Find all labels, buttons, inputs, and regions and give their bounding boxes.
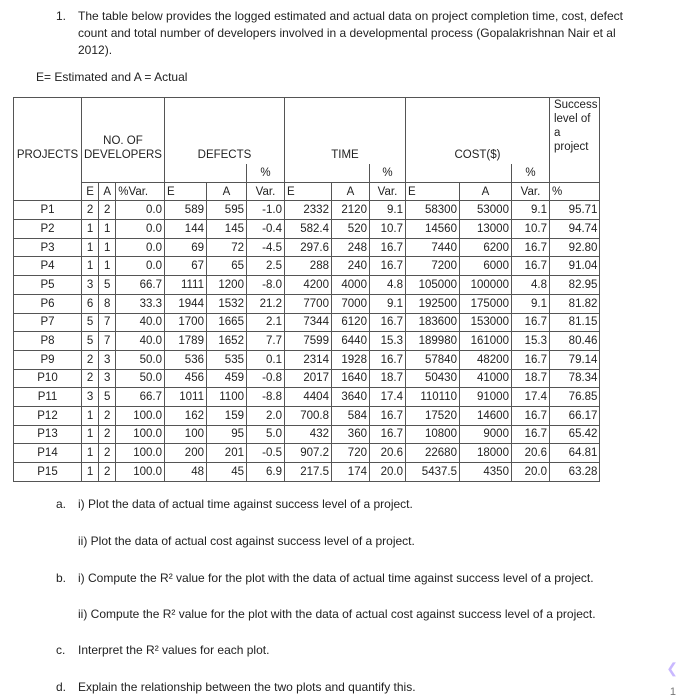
project-id-cell: P11 [14, 388, 82, 407]
table-cell: 22680 [405, 444, 459, 463]
table-cell: 18.7 [511, 369, 549, 388]
table-cell: 1700 [164, 313, 206, 332]
table-cell: 3 [99, 350, 116, 369]
question-line: 2012). [78, 43, 113, 57]
table-cell: 18000 [459, 444, 511, 463]
question-part-mark: c. [56, 643, 66, 657]
table-cell: 1944 [164, 294, 206, 313]
table-cell: 2 [82, 201, 99, 220]
table-cell: 432 [284, 425, 331, 444]
table-cell: 7000 [331, 294, 369, 313]
table-cell: 1789 [164, 332, 206, 351]
table-cell: 536 [164, 350, 206, 369]
table-cell: 20.0 [369, 463, 405, 482]
table-cell: 4350 [459, 463, 511, 482]
table-cell: 16.7 [369, 406, 405, 425]
table-cell: 20.6 [369, 444, 405, 463]
table-cell: 9.1 [511, 294, 549, 313]
table-cell: 40.0 [116, 332, 165, 351]
table-cell: 4.8 [369, 276, 405, 295]
table-cell: 217.5 [284, 463, 331, 482]
table-cell: -0.4 [246, 220, 284, 239]
table-cell: 41000 [459, 369, 511, 388]
table-cell: 33.3 [116, 294, 165, 313]
table-cell: 6.9 [246, 463, 284, 482]
table-cell: 175000 [459, 294, 511, 313]
table-cell: 79.14 [549, 350, 599, 369]
table-cell: 100.0 [116, 463, 165, 482]
table-cell: 192500 [405, 294, 459, 313]
question-number: 1. [56, 9, 67, 23]
table-cell: 16.7 [369, 350, 405, 369]
table-cell: 720 [331, 444, 369, 463]
table-cell: 50430 [405, 369, 459, 388]
table-cell: 50.0 [116, 369, 165, 388]
table-row [14, 294, 600, 313]
table-cell: 297.6 [284, 238, 331, 257]
table-cell: 1532 [206, 294, 246, 313]
table-cell: 5 [82, 313, 99, 332]
header-developers: NO. OF DEVELOPERS [82, 98, 165, 165]
table-cell: 6200 [459, 238, 511, 257]
table-cell: 2.0 [246, 406, 284, 425]
table-cell: 18.7 [369, 369, 405, 388]
table-cell: 360 [331, 425, 369, 444]
table-cell: 40.0 [116, 313, 165, 332]
table-cell: 16.7 [511, 257, 549, 276]
table-cell: 3 [99, 369, 116, 388]
table-cell: -8.8 [246, 388, 284, 407]
table-cell: 53000 [459, 201, 511, 220]
table-cell: 0.0 [116, 220, 165, 239]
table-cell: 4404 [284, 388, 331, 407]
table-cell: 584 [331, 406, 369, 425]
table-cell: 66.17 [549, 406, 599, 425]
question-line: count and total number of developers involved in a developmental process (Gopalakrishnan Nair et al [78, 26, 616, 40]
table-cell: 100.0 [116, 425, 165, 444]
table-cell: 2 [82, 369, 99, 388]
table-cell: 1 [99, 257, 116, 276]
table-row [14, 257, 600, 276]
table-cell: 1100 [206, 388, 246, 407]
table-cell: 6440 [331, 332, 369, 351]
table-header-row [14, 98, 600, 165]
project-id-cell: P10 [14, 369, 82, 388]
project-id-cell: P7 [14, 313, 82, 332]
header-time: TIME [284, 98, 405, 165]
table-cell: 21.2 [246, 294, 284, 313]
table-cell: 2 [99, 201, 116, 220]
table-cell: 58300 [405, 201, 459, 220]
table-cell: 100.0 [116, 444, 165, 463]
page-number: 1 [669, 686, 676, 698]
table-cell: 7 [99, 332, 116, 351]
table-cell: 4200 [284, 276, 331, 295]
project-id-cell: P3 [14, 238, 82, 257]
table-row [14, 388, 600, 407]
project-id-cell: P13 [14, 425, 82, 444]
table-cell: 1 [82, 257, 99, 276]
table-cell: 81.82 [549, 294, 599, 313]
table-cell: 907.2 [284, 444, 331, 463]
header-defects: DEFECTS [164, 98, 284, 165]
project-id-cell: P1 [14, 201, 82, 220]
table-cell: 2 [82, 350, 99, 369]
question-part-text: ii) Compute the R² value for the plot with the data of actual cost against success level of a project. [78, 607, 596, 621]
table-cell: 7440 [405, 238, 459, 257]
table-cell: 50.0 [116, 350, 165, 369]
table-cell: 7 [99, 313, 116, 332]
table-cell: 5.0 [246, 425, 284, 444]
table-cell: 145 [206, 220, 246, 239]
table-row [14, 425, 600, 444]
table-cell: 1652 [206, 332, 246, 351]
table-cell: 16.7 [511, 313, 549, 332]
project-id-cell: P6 [14, 294, 82, 313]
table-cell: 94.74 [549, 220, 599, 239]
table-cell: 10.7 [511, 220, 549, 239]
table-cell: 6000 [459, 257, 511, 276]
table-cell: 456 [164, 369, 206, 388]
table-cell: 3 [82, 276, 99, 295]
table-cell: 100 [164, 425, 206, 444]
table-cell: 20.0 [511, 463, 549, 482]
table-cell: 589 [164, 201, 206, 220]
project-id-cell: P5 [14, 276, 82, 295]
table-cell: 45 [206, 463, 246, 482]
table-cell: 5437.5 [405, 463, 459, 482]
table-cell: 1200 [206, 276, 246, 295]
question-part-text: i) Compute the R² value for the plot with the data of actual time against success level of a project. [78, 571, 594, 585]
table-cell: 1 [82, 238, 99, 257]
table-cell: 200 [164, 444, 206, 463]
table-cell: 8 [99, 294, 116, 313]
table-cell: 10.7 [369, 220, 405, 239]
table-row [14, 406, 600, 425]
table-cell: 2314 [284, 350, 331, 369]
table-cell: 91.04 [549, 257, 599, 276]
question-part-mark: d. [56, 680, 67, 694]
table-cell: 9.1 [369, 294, 405, 313]
table-cell: 100000 [459, 276, 511, 295]
table-cell: 65 [206, 257, 246, 276]
question-part-text: i) Plot the data of actual time against success level of a project. [78, 497, 413, 511]
table-cell: -8.0 [246, 276, 284, 295]
table-cell: 2 [99, 463, 116, 482]
table-cell: 100.0 [116, 406, 165, 425]
table-cell: 240 [331, 257, 369, 276]
table-cell: 67 [164, 257, 206, 276]
table-cell: 700.8 [284, 406, 331, 425]
table-cell: 15.3 [511, 332, 549, 351]
legend-text: E= Estimated and A = Actual [36, 70, 188, 84]
table-cell: 78.34 [549, 369, 599, 388]
table-cell: 1 [82, 444, 99, 463]
question-1 [56, 8, 646, 59]
table-cell: 5 [99, 388, 116, 407]
table-cell: 82.95 [549, 276, 599, 295]
table-cell: 1 [82, 463, 99, 482]
table-cell: 7700 [284, 294, 331, 313]
table-cell: 459 [206, 369, 246, 388]
table-cell: 20.6 [511, 444, 549, 463]
table-cell: 535 [206, 350, 246, 369]
table-cell: 6 [82, 294, 99, 313]
table-cell: 3 [82, 388, 99, 407]
table-cell: 183600 [405, 313, 459, 332]
table-cell: 15.3 [369, 332, 405, 351]
table-row [14, 201, 600, 220]
table-cell: 201 [206, 444, 246, 463]
table-cell: 9.1 [511, 201, 549, 220]
table-cell: 14600 [459, 406, 511, 425]
table-cell: 110110 [405, 388, 459, 407]
table-cell: 2 [99, 406, 116, 425]
question-part-mark: a. [56, 497, 67, 511]
table-cell: 5 [82, 332, 99, 351]
table-cell: 1928 [331, 350, 369, 369]
table-cell: 7344 [284, 313, 331, 332]
table-cell: -0.5 [246, 444, 284, 463]
table-cell: -0.8 [246, 369, 284, 388]
header-projects: PROJECTS [14, 98, 82, 165]
table-cell: 16.7 [511, 350, 549, 369]
table-cell: 1 [82, 425, 99, 444]
question-part-text: ii) Plot the data of actual cost against success level of a project. [78, 534, 415, 548]
table-cell: 3640 [331, 388, 369, 407]
table-cell: 595 [206, 201, 246, 220]
table-cell: 9000 [459, 425, 511, 444]
table-row [14, 313, 600, 332]
table-cell: 48200 [459, 350, 511, 369]
table-cell: 1 [99, 238, 116, 257]
project-id-cell: P9 [14, 350, 82, 369]
table-cell: 105000 [405, 276, 459, 295]
table-cell: 63.28 [549, 463, 599, 482]
question-part-text: Explain the relationship between the two plots and quantify this. [78, 680, 416, 694]
table-cell: 1665 [206, 313, 246, 332]
table-subheader-row-2: E A %Var. E A Var. E A Var. E A Var. % [14, 182, 600, 201]
table-cell: 14560 [405, 220, 459, 239]
table-cell: 4000 [331, 276, 369, 295]
table-cell: 95.71 [549, 201, 599, 220]
table-cell: 582.4 [284, 220, 331, 239]
table-row [14, 332, 600, 351]
table-subheader-row-1: % % % [14, 164, 600, 182]
table-cell: 7599 [284, 332, 331, 351]
table-cell: 2120 [331, 201, 369, 220]
table-row [14, 238, 600, 257]
table-cell: 16.7 [511, 425, 549, 444]
table-cell: 520 [331, 220, 369, 239]
table-cell: 17.4 [369, 388, 405, 407]
chevron-left-icon[interactable]: ❮ [666, 660, 678, 676]
table-row [14, 444, 600, 463]
table-cell: 2.1 [246, 313, 284, 332]
table-cell: 69 [164, 238, 206, 257]
table-cell: 64.81 [549, 444, 599, 463]
table-cell: 17.4 [511, 388, 549, 407]
table-cell: 6120 [331, 313, 369, 332]
table-row [14, 369, 600, 388]
question-part-mark: b. [56, 571, 67, 585]
table-cell: 288 [284, 257, 331, 276]
table-cell: 153000 [459, 313, 511, 332]
project-id-cell: P15 [14, 463, 82, 482]
table-cell: 144 [164, 220, 206, 239]
project-id-cell: P12 [14, 406, 82, 425]
table-cell: 95 [206, 425, 246, 444]
table-cell: 16.7 [511, 238, 549, 257]
table-cell: 0.0 [116, 201, 165, 220]
project-id-cell: P8 [14, 332, 82, 351]
table-cell: 16.7 [369, 313, 405, 332]
project-id-cell: P2 [14, 220, 82, 239]
table-cell: 7.7 [246, 332, 284, 351]
table-cell: 76.85 [549, 388, 599, 407]
table-cell: 65.42 [549, 425, 599, 444]
question-part-text: Interpret the R² values for each plot. [78, 643, 270, 657]
table-cell: 7200 [405, 257, 459, 276]
header-success-level: Success level of a project [549, 98, 599, 165]
table-cell: 81.15 [549, 313, 599, 332]
table-cell: 189980 [405, 332, 459, 351]
table-body [14, 201, 600, 481]
table-cell: 2332 [284, 201, 331, 220]
table-cell: 1640 [331, 369, 369, 388]
table-cell: 1 [82, 220, 99, 239]
table-cell: 17520 [405, 406, 459, 425]
table-cell: 10800 [405, 425, 459, 444]
table-row [14, 463, 600, 482]
table-cell: 91000 [459, 388, 511, 407]
table-cell: 174 [331, 463, 369, 482]
table-cell: -1.0 [246, 201, 284, 220]
table-cell: -4.5 [246, 238, 284, 257]
header-cost: COST($) [405, 98, 549, 165]
table-cell: 66.7 [116, 276, 165, 295]
table-cell: 2017 [284, 369, 331, 388]
table-cell: 9.1 [369, 201, 405, 220]
table-cell: 72 [206, 238, 246, 257]
table-row [14, 276, 600, 295]
table-cell: 16.7 [369, 238, 405, 257]
table-cell: 80.46 [549, 332, 599, 351]
table-cell: 1111 [164, 276, 206, 295]
table-cell: 5 [99, 276, 116, 295]
table-cell: 1 [99, 220, 116, 239]
table-cell: 16.7 [369, 425, 405, 444]
table-row [14, 220, 600, 239]
table-cell: 2.5 [246, 257, 284, 276]
project-id-cell: P14 [14, 444, 82, 463]
question-line: The table below provides the logged estimated and actual data on project completion time, cost, defect [78, 9, 623, 23]
table-cell: 13000 [459, 220, 511, 239]
table-cell: 48 [164, 463, 206, 482]
table-cell: 1 [82, 406, 99, 425]
table-cell: 248 [331, 238, 369, 257]
table-cell: 1011 [164, 388, 206, 407]
table-cell: 0.0 [116, 257, 165, 276]
table-cell: 4.8 [511, 276, 549, 295]
table-cell: 16.7 [511, 406, 549, 425]
table-cell: 159 [206, 406, 246, 425]
table-cell: 0.1 [246, 350, 284, 369]
table-cell: 0.0 [116, 238, 165, 257]
table-cell: 161000 [459, 332, 511, 351]
table-cell: 66.7 [116, 388, 165, 407]
project-id-cell: P4 [14, 257, 82, 276]
table-cell: 57840 [405, 350, 459, 369]
table-cell: 16.7 [369, 257, 405, 276]
table-cell: 2 [99, 425, 116, 444]
table-row [14, 350, 600, 369]
table-cell: 92.80 [549, 238, 599, 257]
table-cell: 162 [164, 406, 206, 425]
project-data-table [13, 97, 600, 482]
table-cell: 2 [99, 444, 116, 463]
